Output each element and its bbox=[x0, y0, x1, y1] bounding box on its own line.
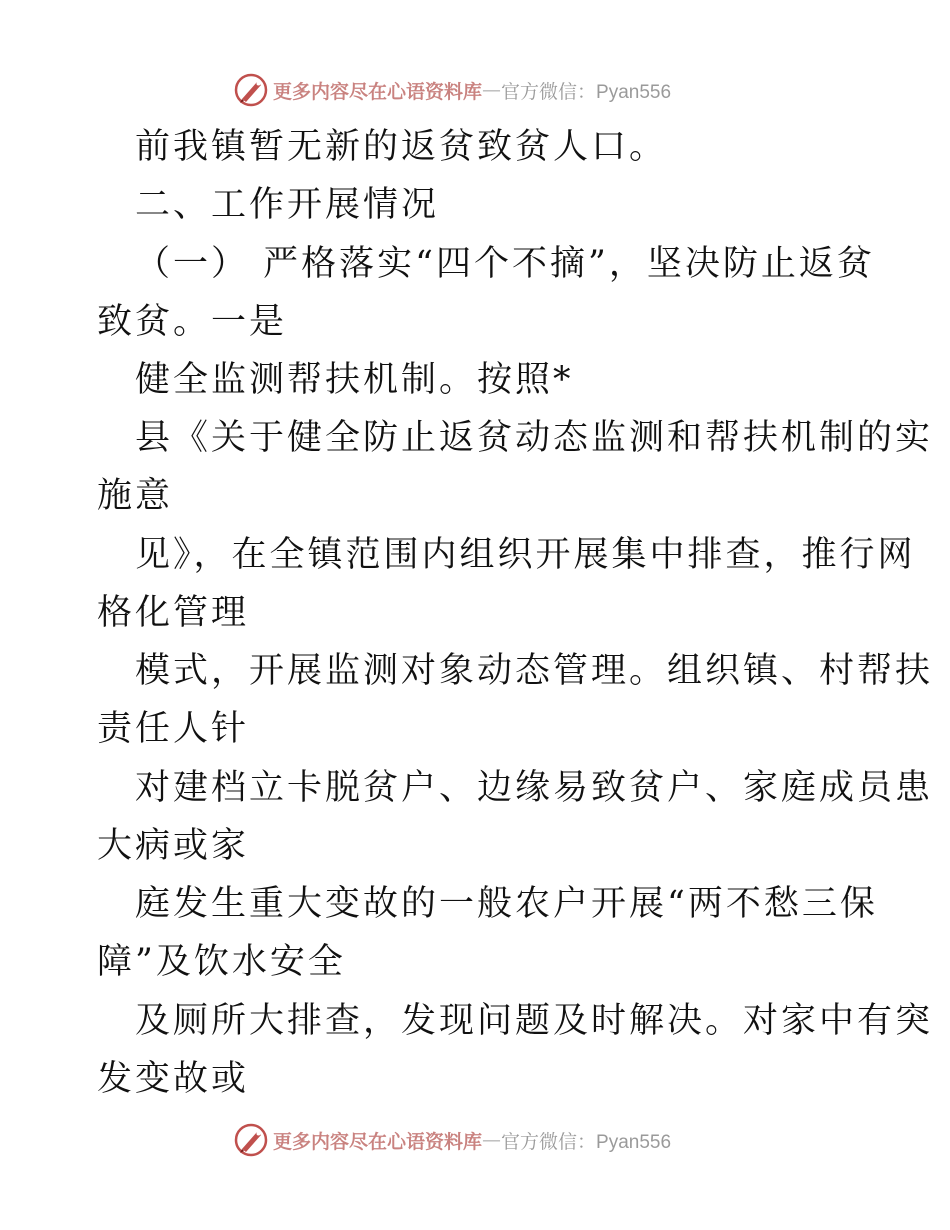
pen-in-circle-logo-icon bbox=[233, 1122, 269, 1158]
body-line: 模式，开展监测对象动态管理。组织镇、村帮扶 bbox=[135, 651, 934, 691]
body-line: 大病或家 bbox=[97, 826, 250, 866]
pen-in-circle-logo-icon bbox=[233, 72, 269, 108]
watermark-brand: 更多内容尽在心语资料库 bbox=[273, 80, 483, 103]
watermark-separator: — bbox=[482, 1129, 502, 1151]
watermark-brand: 更多内容尽在心语资料库 bbox=[273, 1130, 483, 1153]
body-line: 及厕所大排查，发现问题及时解决。对家中有突 bbox=[135, 1001, 934, 1041]
body-line: 健全监测帮扶机制。按照* bbox=[135, 360, 574, 400]
subsection-heading: （一） 严格落实“四个不摘”，坚决防止返贫 bbox=[135, 244, 875, 284]
body-line: 对建档立卡脱贫户、边缘易致贫户、家庭成员患 bbox=[135, 768, 934, 808]
body-line: 责任人针 bbox=[97, 709, 250, 749]
body-line: 施意 bbox=[97, 476, 174, 516]
body-line: 县《关于健全防止返贫动态监测和帮扶机制的实 bbox=[135, 418, 934, 458]
body-line: 庭发生重大变故的一般农户开展“两不愁三保 bbox=[135, 884, 878, 924]
body-line: 格化管理 bbox=[97, 593, 250, 633]
footer-watermark bbox=[233, 1122, 671, 1158]
body-line: 前我镇暂无新的返贫致贫人口。 bbox=[135, 127, 668, 167]
watermark-contact: 官方微信：Pyan556 bbox=[501, 1131, 672, 1153]
watermark-separator: — bbox=[482, 79, 502, 101]
watermark-contact: 官方微信：Pyan556 bbox=[501, 81, 672, 103]
section-heading: 二、工作开展情况 bbox=[135, 185, 440, 225]
header-watermark bbox=[233, 72, 671, 108]
body-line: 致贫。一是 bbox=[97, 302, 288, 342]
body-line: 见》，在全镇范围内组织开展集中排查，推行网 bbox=[135, 535, 916, 575]
body-line: 障”及饮水安全 bbox=[97, 942, 346, 982]
body-line: 发变故或 bbox=[97, 1059, 250, 1099]
